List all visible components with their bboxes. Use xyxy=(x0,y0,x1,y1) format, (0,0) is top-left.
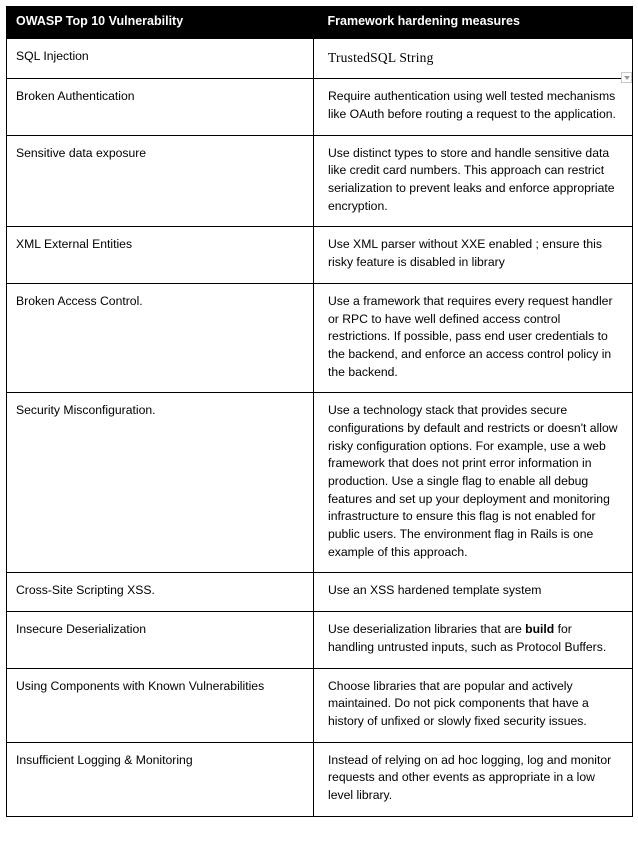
cell-measure: Use an XSS hardened template system xyxy=(314,573,633,612)
scroll-down-icon[interactable] xyxy=(621,72,632,83)
cell-measure: Use distinct types to store and handle sensitive data like credit card numbers. This approach can restrict serialization to prevent leaks and enforce appropriate encryption. xyxy=(314,135,633,227)
table-header-row xyxy=(7,7,633,39)
column-header-measures: Framework hardening measures xyxy=(314,7,633,39)
column-header-vulnerability: OWASP Top 10 Vulnerability xyxy=(7,7,314,39)
cell-vulnerability: SQL Injection xyxy=(7,38,314,79)
table-body xyxy=(7,38,633,816)
cell-measure: Instead of relying on ad hoc logging, log and monitor requests and other events as appropriate in a low level library. xyxy=(314,742,633,816)
table-row xyxy=(7,227,633,283)
cell-vulnerability: Security Misconfiguration. xyxy=(7,393,314,573)
table-row xyxy=(7,38,633,79)
table-row xyxy=(7,135,633,227)
cell-measure: Use a framework that requires every request handler or RPC to have well defined access control restrictions. If possible, pass end user credentials to the backend, and enforce an access control policy in the backend. xyxy=(314,283,633,392)
table-row xyxy=(7,573,633,612)
cell-measure: Use XML parser without XXE enabled ; ensure this risky feature is disabled in library xyxy=(314,227,633,283)
cell-vulnerability: Broken Authentication xyxy=(7,79,314,135)
table-row xyxy=(7,79,633,135)
table-row xyxy=(7,742,633,816)
cell-vulnerability: Cross-Site Scripting XSS. xyxy=(7,573,314,612)
cell-measure: Choose libraries that are popular and actively maintained. Do not pick components that have a history of unfixed or slowly fixed security issues. xyxy=(314,668,633,742)
table-row xyxy=(7,283,633,392)
cell-vulnerability: Sensitive data exposure xyxy=(7,135,314,227)
cell-vulnerability: Using Components with Known Vulnerabilities xyxy=(7,668,314,742)
cell-vulnerability: Insecure Deserialization xyxy=(7,612,314,668)
table-row xyxy=(7,668,633,742)
table-row xyxy=(7,612,633,668)
cell-measure: Require authentication using well tested mechanisms like OAuth before routing a request to the application. xyxy=(314,79,633,135)
cell-vulnerability: XML External Entities xyxy=(7,227,314,283)
cell-vulnerability: Insufficient Logging & Monitoring xyxy=(7,742,314,816)
cell-measure-text: for handling untrusted inputs, such as Protocol Buffers. xyxy=(328,622,607,654)
cell-measure: Use a technology stack that provides secure configurations by default and restricts or doesn't allow risky configuration options. For example, use a web framework that does not print error information in production. Use a single flag to enable all debug features and set up your deployment and monitoring infrastructure to ensure this flag is not enabled for public users. The environment flag in Rails is one example of this approach. xyxy=(314,393,633,573)
table-header xyxy=(7,7,633,39)
cell-measure-text: Use deserialization libraries that are xyxy=(328,622,526,637)
cell-measure xyxy=(314,612,633,668)
cell-measure xyxy=(314,38,633,79)
cell-measure-text: TrustedSQL String xyxy=(328,49,434,65)
cell-measure-emphasis: build xyxy=(525,622,555,637)
owasp-hardening-table xyxy=(6,6,633,817)
cell-vulnerability: Broken Access Control. xyxy=(7,283,314,392)
table-row xyxy=(7,393,633,573)
